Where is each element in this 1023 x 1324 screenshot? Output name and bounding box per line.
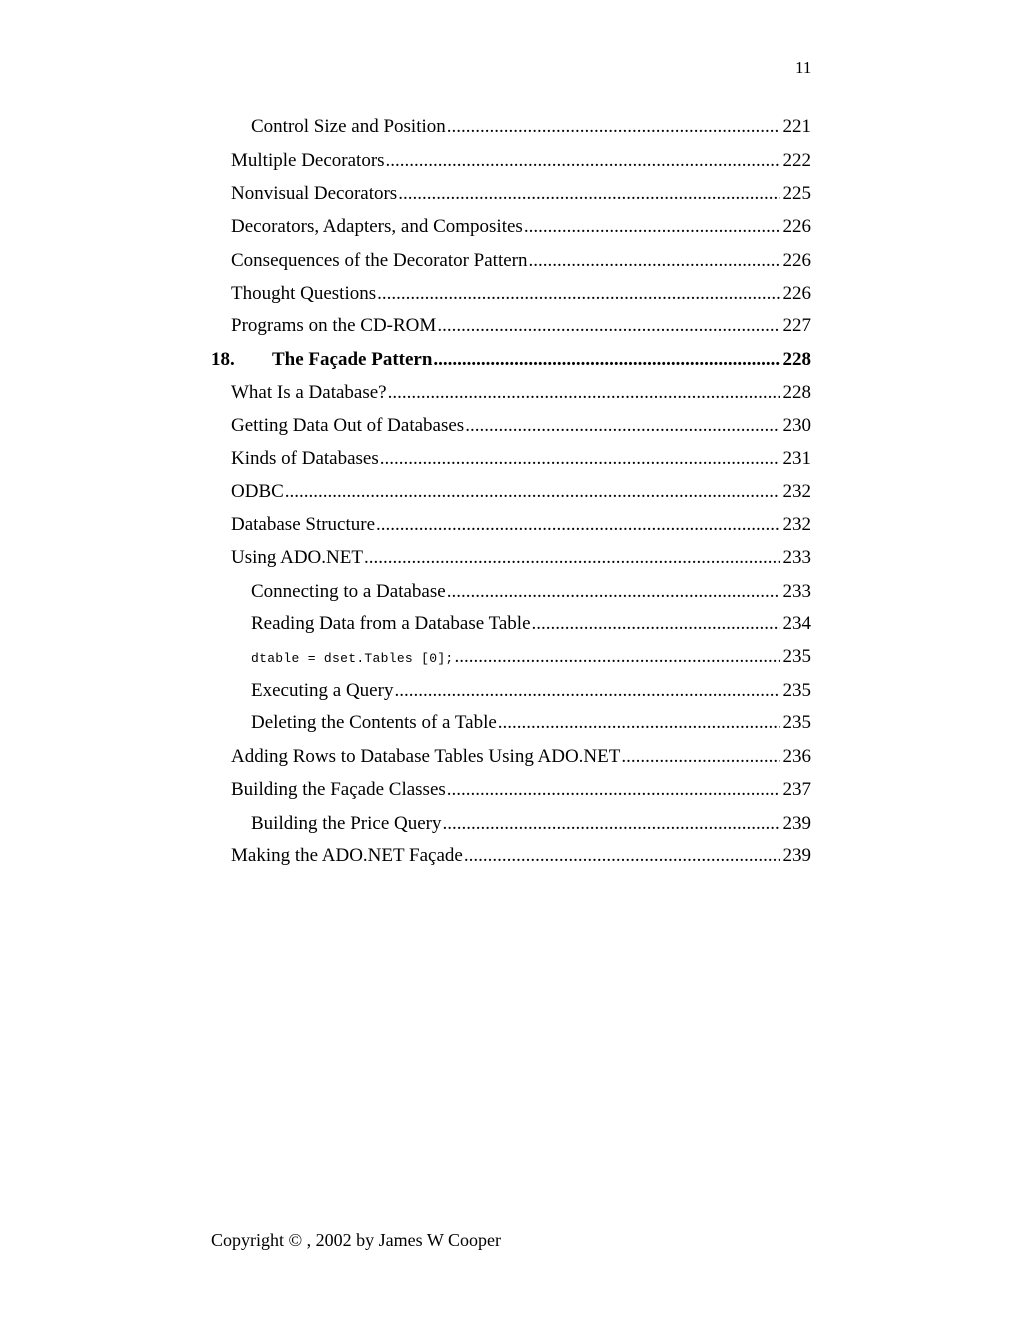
toc-entry[interactable] xyxy=(0,480,811,504)
chapter-number: 18. xyxy=(211,349,235,370)
toc-entry-title: Programs on the CD-ROM xyxy=(231,315,437,336)
toc-entry-page: 231 xyxy=(782,448,811,469)
toc-entry[interactable] xyxy=(0,447,811,471)
toc-entry-title: ODBC xyxy=(231,481,284,502)
toc-entry[interactable] xyxy=(0,149,811,173)
toc-entry-title: Reading Data from a Database Table xyxy=(251,613,531,634)
toc-entry-title: Database Structure xyxy=(231,514,376,535)
toc-entry-page: 233 xyxy=(782,547,811,568)
dot-leader xyxy=(364,546,780,570)
toc-entry-title: Nonvisual Decorators xyxy=(231,183,398,204)
toc-entry[interactable] xyxy=(0,513,811,537)
toc-entry-title: Executing a Query xyxy=(251,680,394,701)
toc-entry-title: Making the ADO.NET Façade xyxy=(231,845,463,866)
toc-entry[interactable] xyxy=(0,645,811,669)
toc-entry[interactable] xyxy=(0,812,811,836)
toc-entry-title: Building the Façade Classes xyxy=(231,779,446,800)
dot-leader xyxy=(437,314,779,338)
toc-entry-title: Kinds of Databases xyxy=(231,448,379,469)
toc-entry-title: dtable = dset.Tables [0]; xyxy=(251,651,454,666)
dot-leader xyxy=(377,282,779,306)
toc-entry-title: Multiple Decorators xyxy=(231,150,385,171)
toc-entry-page: 235 xyxy=(782,646,811,667)
toc-entry[interactable] xyxy=(0,182,811,206)
toc-entry-page: 233 xyxy=(782,581,811,602)
toc-entry-title: Getting Data Out of Databases xyxy=(231,415,465,436)
dot-leader xyxy=(532,612,780,636)
toc-entry-page: 226 xyxy=(782,283,811,304)
toc-entry-page: 234 xyxy=(782,613,811,634)
dot-leader xyxy=(433,348,779,372)
toc-entry-title: Connecting to a Database xyxy=(251,581,446,602)
toc-entry-title: Control Size and Position xyxy=(251,116,446,137)
toc-entry-page: 239 xyxy=(782,813,811,834)
toc-entry[interactable] xyxy=(0,282,811,306)
toc-entry-page: 236 xyxy=(782,746,811,767)
dot-leader xyxy=(394,679,779,703)
dot-leader xyxy=(621,745,779,769)
toc-entry-page: 232 xyxy=(782,514,811,535)
dot-leader xyxy=(447,778,780,802)
toc-entry-page: 222 xyxy=(782,150,811,171)
toc-entry-page: 228 xyxy=(782,382,811,403)
toc-entry[interactable] xyxy=(0,314,811,338)
toc-entry-page: 235 xyxy=(782,712,811,733)
toc-entry[interactable] xyxy=(0,414,811,438)
dot-leader xyxy=(376,513,779,537)
toc-entry-page: 221 xyxy=(782,116,811,137)
toc-entry[interactable] xyxy=(0,711,811,735)
dot-leader xyxy=(443,812,780,836)
toc-entry-title: Deleting the Contents of a Table xyxy=(251,712,497,733)
dot-leader xyxy=(386,149,780,173)
page-number: 11 xyxy=(795,58,812,77)
toc-entry[interactable] xyxy=(0,215,811,239)
dot-leader xyxy=(524,215,780,239)
toc-entry[interactable] xyxy=(0,612,811,636)
toc-entry[interactable] xyxy=(0,844,811,868)
toc-entry-page: 230 xyxy=(782,415,811,436)
toc-chapter-entry[interactable] xyxy=(0,348,811,372)
dot-leader xyxy=(465,414,779,438)
toc-entry-page: 228 xyxy=(782,349,811,370)
toc-entry-title: Building the Price Query xyxy=(251,813,442,834)
toc-entry-title: What Is a Database? xyxy=(231,382,387,403)
toc-entry[interactable] xyxy=(0,745,811,769)
dot-leader xyxy=(447,115,780,139)
toc-entry-title: Adding Rows to Database Tables Using ADO.NET xyxy=(231,746,621,767)
dot-leader xyxy=(388,381,780,405)
toc-entry[interactable] xyxy=(0,381,811,405)
toc-entry[interactable] xyxy=(0,249,811,273)
toc-entry[interactable] xyxy=(0,546,811,570)
toc-entry[interactable] xyxy=(0,778,811,802)
toc-entry-page: 235 xyxy=(782,680,811,701)
toc-entry-title: The Façade Pattern xyxy=(272,349,433,370)
toc-entry-page: 226 xyxy=(782,216,811,237)
dot-leader xyxy=(529,249,780,273)
toc-entry-title: Decorators, Adapters, and Composites xyxy=(231,216,523,237)
dot-leader xyxy=(464,844,780,868)
toc-entry-title: Using ADO.NET xyxy=(231,547,363,568)
dot-leader xyxy=(498,711,780,735)
toc-entry-page: 237 xyxy=(782,779,811,800)
toc-entry-title: Thought Questions xyxy=(231,283,377,304)
toc-entry[interactable] xyxy=(0,115,811,139)
toc-entry-title: Consequences of the Decorator Pattern xyxy=(231,250,528,271)
dot-leader xyxy=(447,580,780,604)
dot-leader xyxy=(455,645,780,669)
toc-entry[interactable] xyxy=(0,679,811,703)
toc-entry[interactable] xyxy=(0,580,811,604)
copyright-footer: Copyright © , 2002 by James W Cooper xyxy=(211,1230,501,1250)
dot-leader xyxy=(285,480,780,504)
toc-entry-page: 226 xyxy=(782,250,811,271)
dot-leader xyxy=(380,447,780,471)
dot-leader xyxy=(398,182,779,206)
toc-entry-page: 225 xyxy=(782,183,811,204)
toc-entry-page: 239 xyxy=(782,845,811,866)
toc-entry-page: 227 xyxy=(782,315,811,336)
toc-entry-page: 232 xyxy=(782,481,811,502)
